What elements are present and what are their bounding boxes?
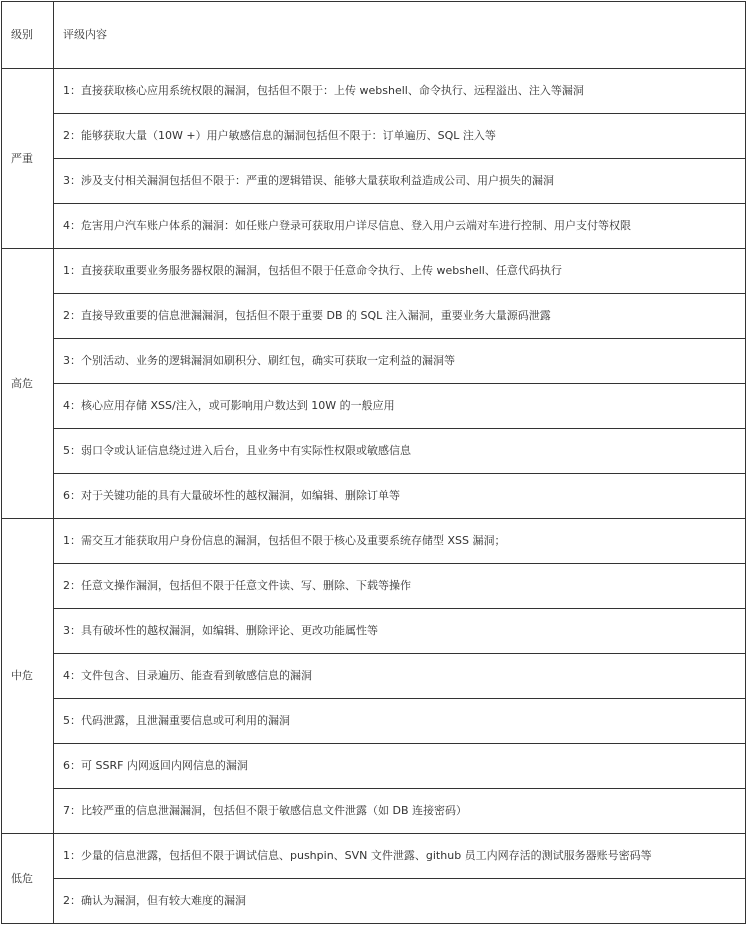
table-row: [2, 879, 746, 924]
level-cell-high: 高危: [2, 249, 54, 519]
table-row: [2, 69, 746, 114]
table-row: [2, 339, 746, 384]
content-cell: 1：直接获取核心应用系统权限的漏洞，包括但不限于：上传 webshell、命令执行、远程溢出、注入等漏洞: [54, 69, 746, 114]
level-cell-critical: 严重: [2, 69, 54, 249]
table-row: [2, 474, 746, 519]
content-cell: 2：直接导致重要的信息泄漏漏洞，包括但不限于重要 DB 的 SQL 注入漏洞，重要业务大量源码泄露: [54, 294, 746, 339]
header-content-cell: 评级内容: [54, 2, 746, 69]
content-cell: 6：对于关键功能的具有大量破坏性的越权漏洞，如编辑、删除订单等: [54, 474, 746, 519]
table-row: [2, 654, 746, 699]
content-cell: 4：核心应用存储 XSS/注入，或可影响用户数达到 10W 的一般应用: [54, 384, 746, 429]
vulnerability-rating-table: [1, 1, 746, 924]
table-row: [2, 744, 746, 789]
table-row: [2, 429, 746, 474]
table-row: [2, 834, 746, 879]
content-cell: 1：需交互才能获取用户身份信息的漏洞，包括但不限于核心及重要系统存储型 XSS 漏洞；: [54, 519, 746, 564]
table-row: [2, 204, 746, 249]
table-row: [2, 789, 746, 834]
content-cell: 1：直接获取重要业务服务器权限的漏洞，包括但不限于任意命令执行、上传 webshell、任意代码执行: [54, 249, 746, 294]
content-cell: 4：文件包含、目录遍历、能查看到敏感信息的漏洞: [54, 654, 746, 699]
content-cell: 1：少量的信息泄露，包括但不限于调试信息、pushpin、SVN 文件泄露、github 员工内网存活的测试服务器账号密码等: [54, 834, 746, 879]
content-cell: 3：个别活动、业务的逻辑漏洞如刷积分、刷红包，确实可获取一定利益的漏洞等: [54, 339, 746, 384]
table-row: [2, 564, 746, 609]
content-cell: 7：比较严重的信息泄漏漏洞，包括但不限于敏感信息文件泄露（如 DB 连接密码）: [54, 789, 746, 834]
level-cell-medium: 中危: [2, 519, 54, 834]
content-cell: 2：能够获取大量（10W +）用户敏感信息的漏洞包括但不限于：订单遍历、SQL 注入等: [54, 114, 746, 159]
header-level-cell: 级别: [2, 2, 54, 69]
content-cell: 4：危害用户汽车账户体系的漏洞：如任账户登录可获取用户详尽信息、登入用户云端对车进行控制、用户支付等权限: [54, 204, 746, 249]
table-row: [2, 294, 746, 339]
table-row: [2, 609, 746, 654]
content-cell: 6：可 SSRF 内网返回内网信息的漏洞: [54, 744, 746, 789]
header-row: [2, 2, 746, 69]
content-cell: 2：任意文操作漏洞，包括但不限于任意文件读、写、删除、下载等操作: [54, 564, 746, 609]
content-cell: 3：涉及支付相关漏洞包括但不限于：严重的逻辑错误、能够大量获取利益造成公司、用户损失的漏洞: [54, 159, 746, 204]
level-cell-low: 低危: [2, 834, 54, 924]
table-row: [2, 249, 746, 294]
table-row: [2, 114, 746, 159]
table-row: [2, 519, 746, 564]
table-row: [2, 384, 746, 429]
content-cell: 5：代码泄露，且泄漏重要信息或可利用的漏洞: [54, 699, 746, 744]
content-cell: 2：确认为漏洞，但有较大难度的漏洞: [54, 879, 746, 924]
content-cell: 5：弱口令或认证信息绕过进入后台，且业务中有实际性权限或敏感信息: [54, 429, 746, 474]
content-cell: 3：具有破坏性的越权漏洞，如编辑、删除评论、更改功能属性等: [54, 609, 746, 654]
table-row: [2, 699, 746, 744]
table-row: [2, 159, 746, 204]
